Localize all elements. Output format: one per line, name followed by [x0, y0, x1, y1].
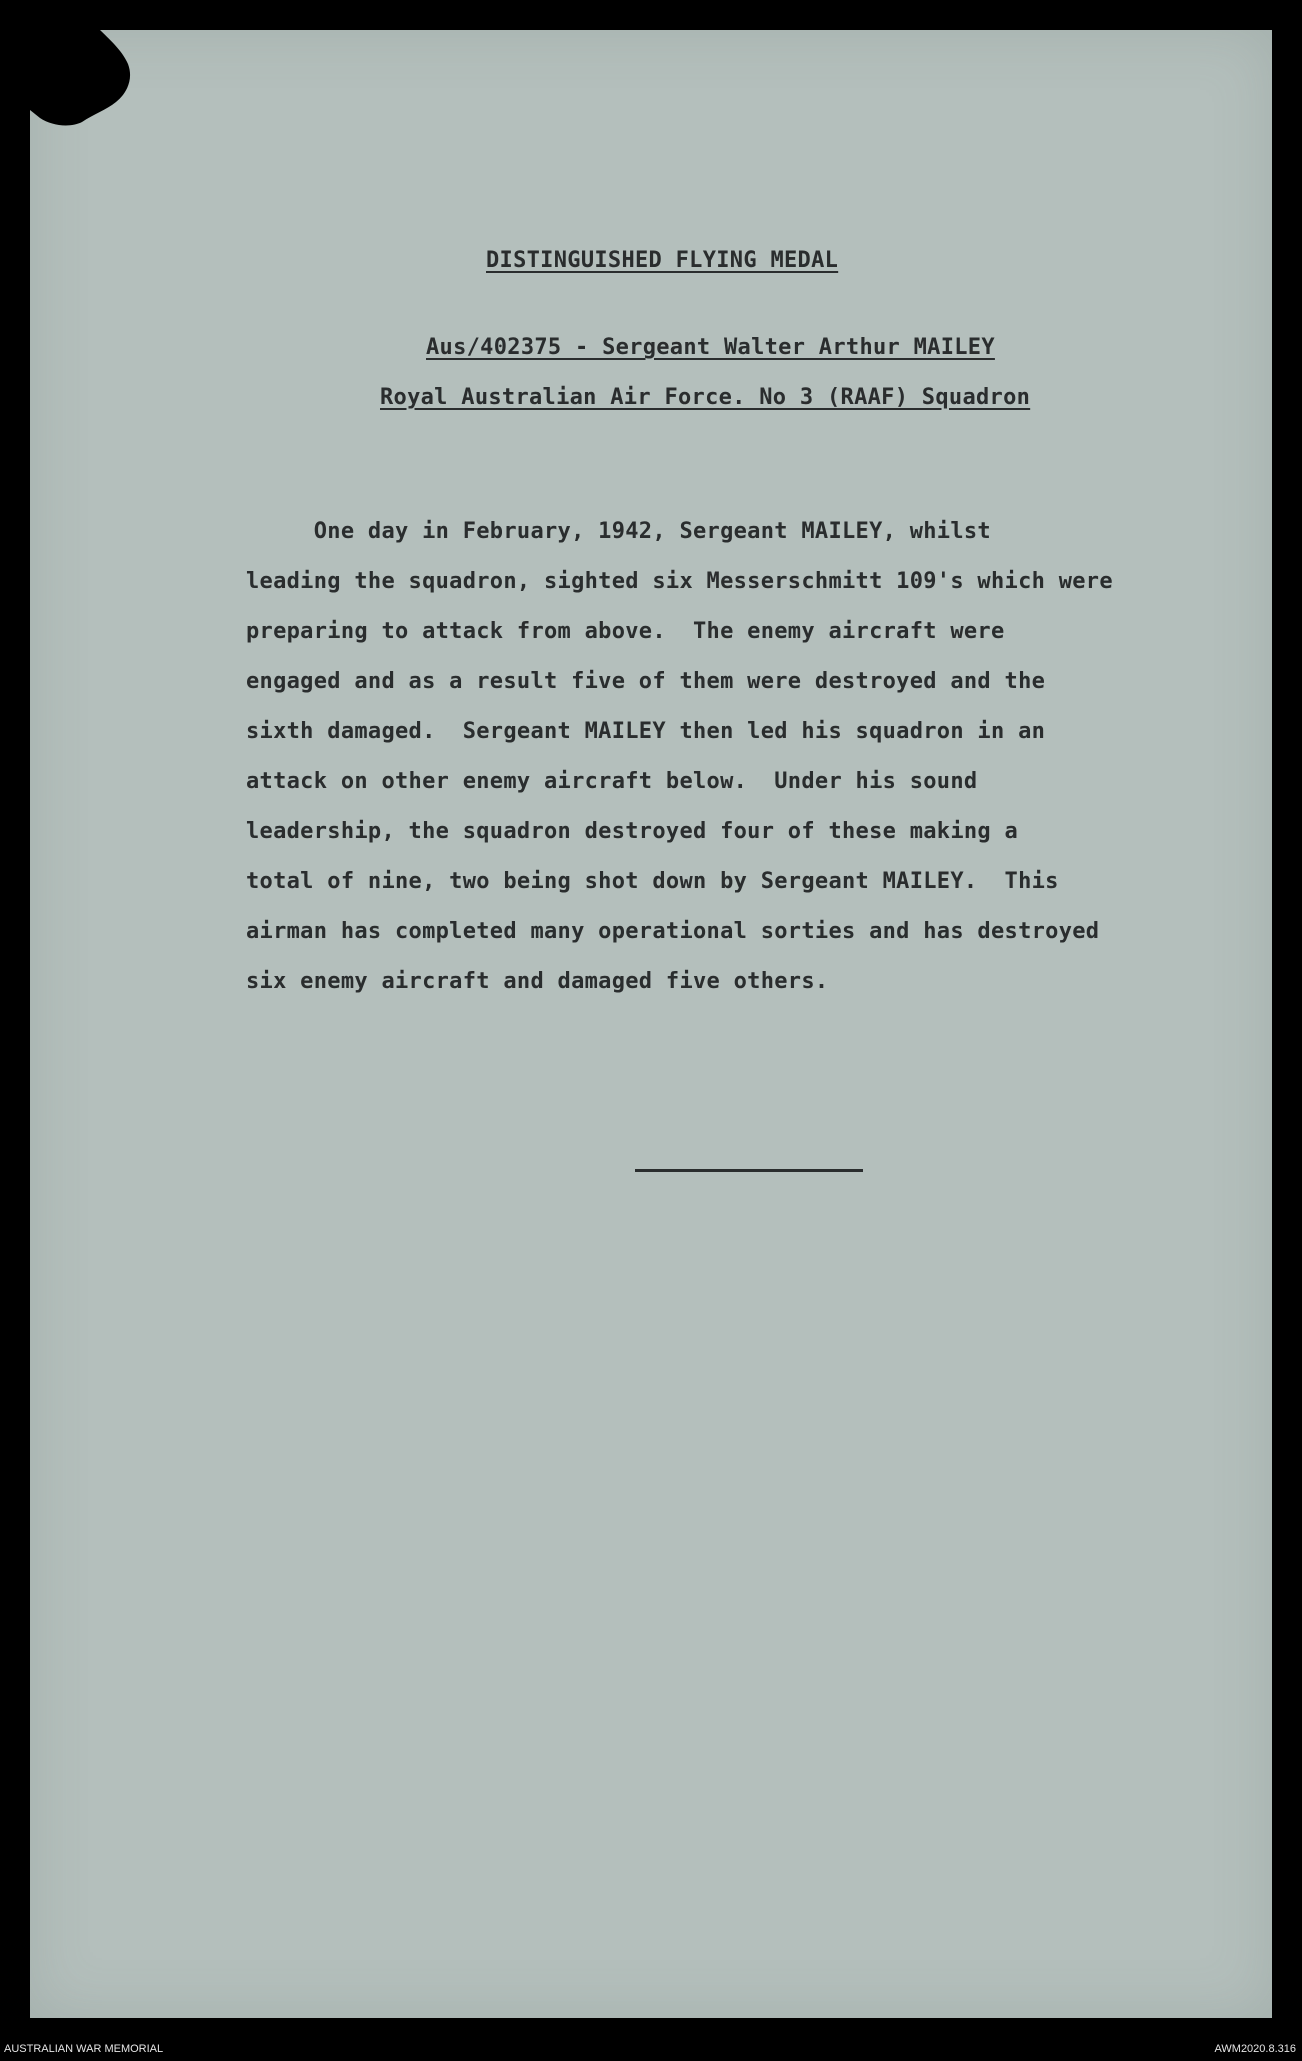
citation-line: leadership, the squadron destroyed four of these making a: [246, 819, 1019, 844]
citation-line: total of nine, two being shot down by Sergeant MAILEY. This: [246, 869, 1059, 894]
citation-line: One day in February, 1942, Sergeant MAILEY, whilst: [246, 519, 991, 544]
citation-line: sixth damaged. Sergeant MAILEY then led his squadron in an: [246, 719, 1046, 744]
recipient-line: Aus/402375 - Sergeant Walter Arthur MAILEY: [426, 335, 995, 360]
citation-line: leading the squadron, sighted six Messerschmitt 109's which were: [246, 569, 1113, 594]
citation-line: attack on other enemy aircraft below. Under his sound: [246, 769, 978, 794]
citation-line: preparing to attack from above. The enemy aircraft were: [246, 619, 1005, 644]
citation-line: engaged and as a result five of them were destroyed and the: [246, 669, 1046, 694]
citation-line: airman has completed many operational sorties and has destroyed: [246, 919, 1100, 944]
citation-line: six enemy aircraft and damaged five others.: [246, 969, 829, 994]
document-title: DISTINGUISHED FLYING MEDAL: [486, 248, 839, 273]
archive-reference: AWM2020.8.316: [1214, 2043, 1296, 2055]
unit-line: Royal Australian Air Force. No 3 (RAAF) Squadron: [380, 385, 1031, 410]
citation-paragraph: [246, 507, 1246, 1007]
torn-corner: [30, 30, 140, 130]
archive-credit: AUSTRALIAN WAR MEMORIAL: [4, 2043, 164, 2055]
document-page: [30, 30, 1272, 2018]
closing-rule: [635, 1169, 863, 1172]
